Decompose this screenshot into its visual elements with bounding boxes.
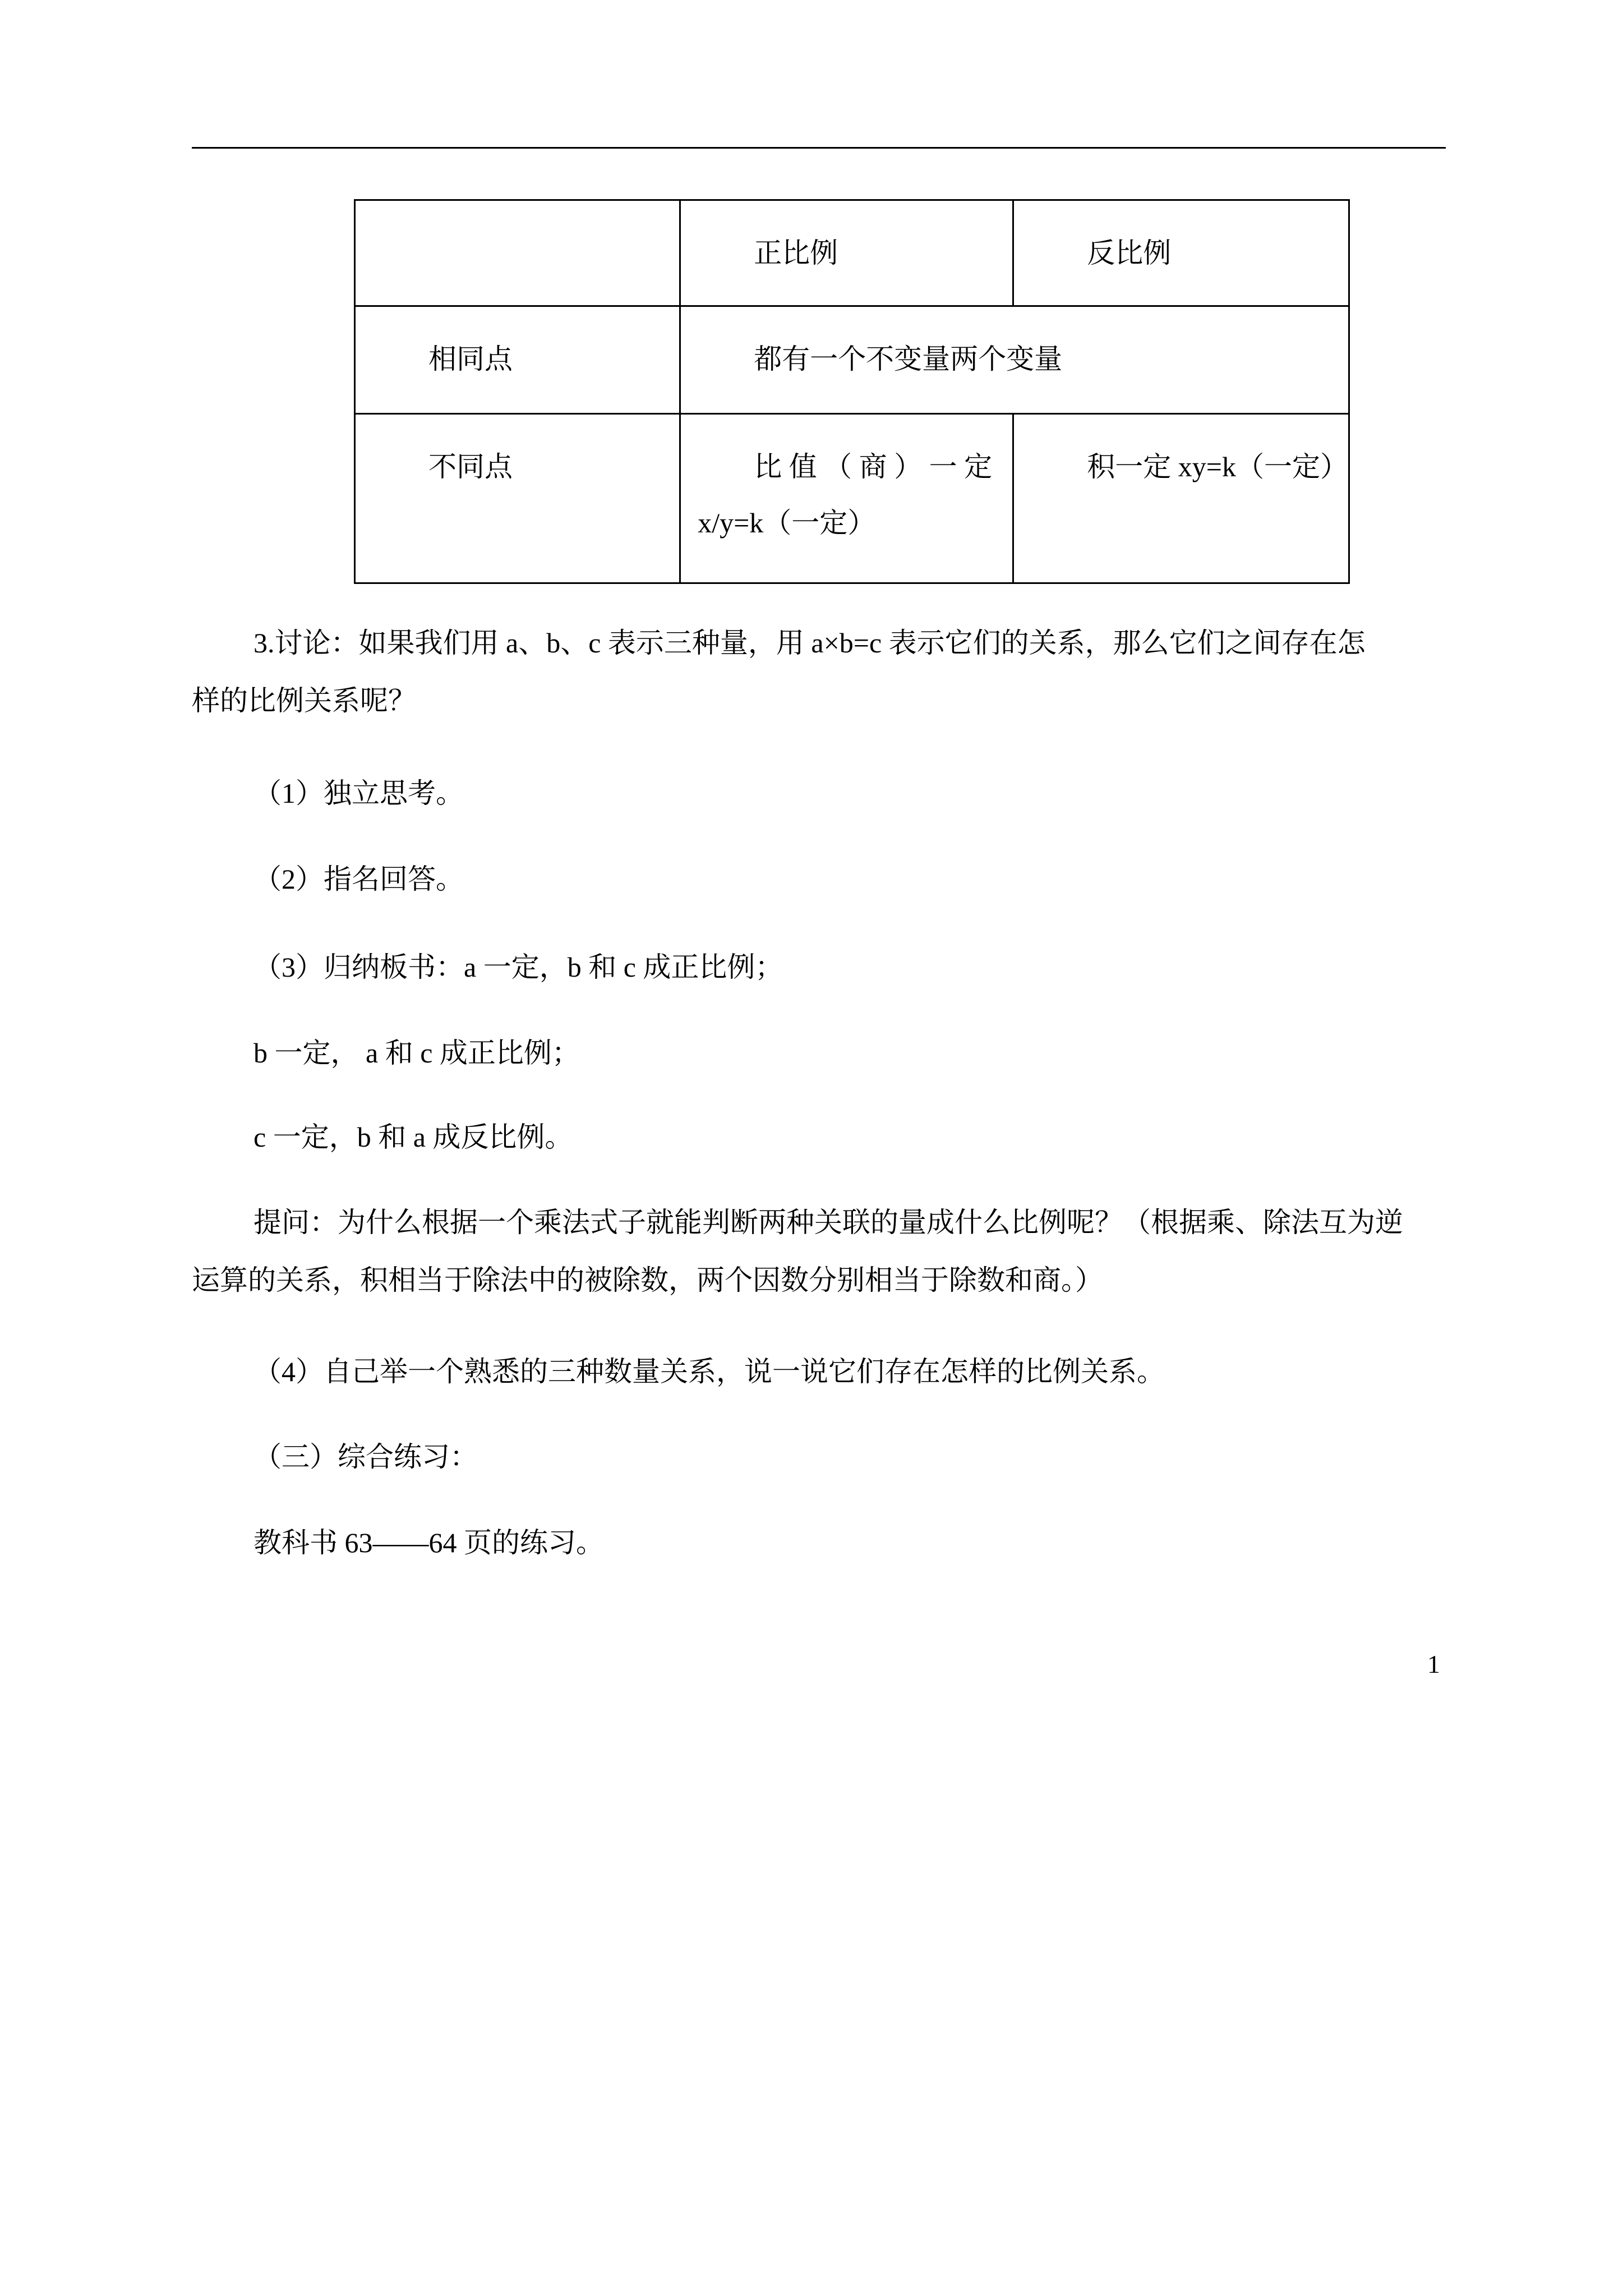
comparison-table [354,199,1350,584]
step-2: （2）指名回答。 [253,863,464,895]
textbook-exercise: 教科书 63——64 页的练习。 [253,1527,604,1558]
table-row-difference [355,414,1349,583]
difference-inverse: 积一定 xy=k（一定） [1087,451,1348,482]
step-3-c: c 一定，b 和 a 成反比例。 [253,1121,573,1153]
step-4: （4）自己举一个熟悉的三种数量关系，说一说它们存在怎样的比例关系。 [253,1356,1165,1387]
difference-label: 不同点 [428,451,513,482]
step-3-b: b 一定， a 和 c 成正比例； [253,1037,580,1069]
difference-direct-line2: x/y=k（一定） [698,507,876,539]
step-3: （3）归纳板书：a 一定，b 和 c 成正比例； [253,951,783,983]
paragraph-question: 提问：为什么根据一个乘法式子就能判断两种关联的量成什么比例呢？（根据乘、除法互为逆 运算的关系，积相当于除法中的被除数，两个因数分别相当于除数和商。） [192,1207,1403,1296]
table-row-similarity [355,306,1349,414]
paragraph-discussion: 3.讨论：如果我们用 a、b、c 表示三种量，用 a×b=c 表示它们的关系，那么它们之间存在怎 样的比例关系呢？ [192,627,1366,716]
section-3-heading: （三）综合练习： [253,1441,478,1473]
page-number: 1 [1427,1650,1440,1678]
similarity-value: 都有一个不变量两个变量 [754,343,1063,375]
header-direct-proportion: 正比例 [754,237,838,269]
similarity-label: 相同点 [428,343,513,375]
step-1: （1）独立思考。 [253,777,464,809]
header-inverse-proportion: 反比例 [1087,237,1172,269]
header-empty [356,201,679,239]
header-rule [192,147,1446,149]
difference-direct-line1: 比 值 （ 商 ） 一 定 [754,451,993,482]
table-header-row [355,200,1349,306]
